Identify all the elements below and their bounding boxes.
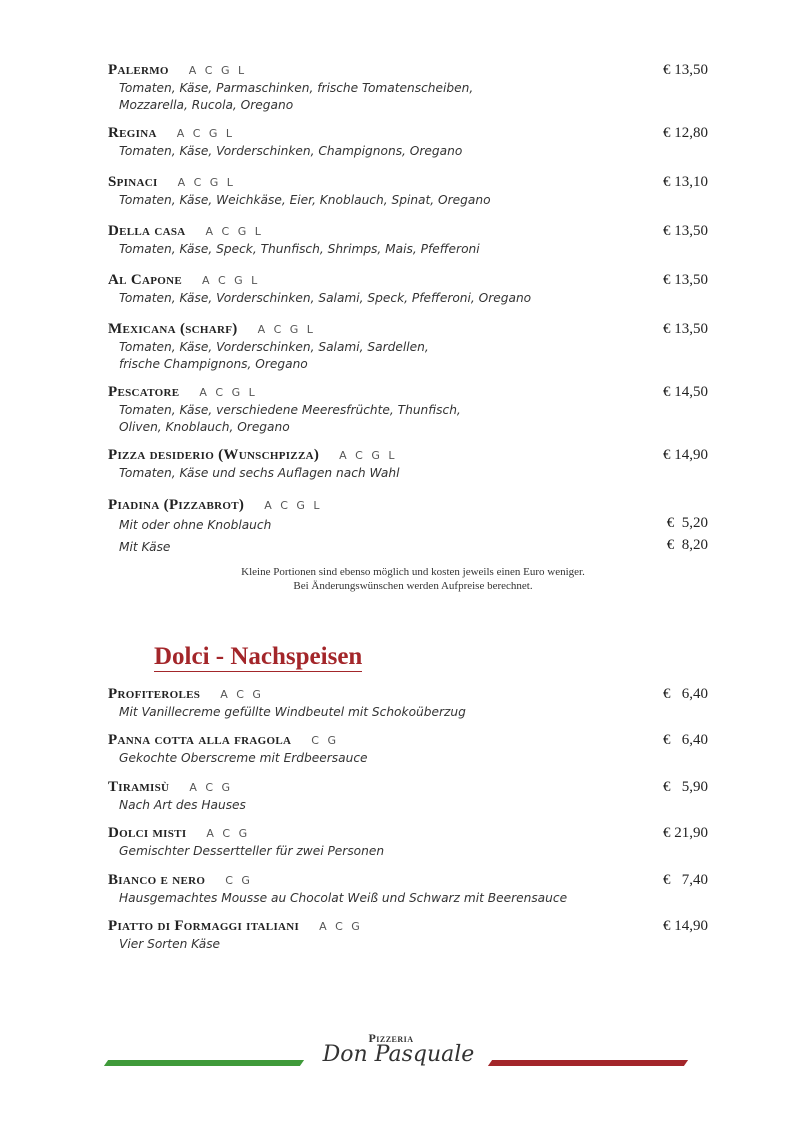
item-price: € 7,40 [663,872,708,888]
piadina-option [108,537,708,557]
menu-item-profiteroles [108,686,708,721]
item-price: € 13,10 [663,174,708,190]
item-allergens: C G [225,874,253,887]
menu-item-mexicana [108,321,708,373]
option-description: Mit oder ohne Knoblauch [119,518,272,532]
option-description: Mit Käse [119,540,171,554]
item-allergens: A C G L [176,127,235,140]
item-price: € 14,90 [663,918,708,934]
item-name: Profiteroles [108,686,201,702]
item-allergens: A C G L [257,323,316,336]
item-description: Oliven, Knoblauch, Oregano [119,420,290,434]
menu-item-palermo [108,62,708,114]
footer-pizzeria-label: Pizzeria [368,1031,414,1045]
item-allergens: A C G L [188,64,247,77]
item-name: Piatto di Formaggi italiani [108,918,300,934]
item-description: Tomaten, Käse, Parmaschinken, frische Tomatenscheiben, [119,81,474,95]
menu-item-bianco-e-nero [108,872,708,907]
section-title-dolci: Dolci - Nachspeisen [154,643,363,670]
item-price: € 14,90 [663,447,708,463]
item-price: € 6,40 [663,686,708,702]
item-description: Mozzarella, Rucola, Oregano [119,98,294,112]
item-name: Pescatore [108,384,180,400]
item-description: Tomaten, Käse, Weichkäse, Eier, Knoblauch, Spinat, Oregano [119,193,491,207]
item-allergens: A C G [206,827,250,840]
item-description: Tomaten, Käse und sechs Auflagen nach Wahl [119,466,400,480]
item-allergens: A C G L [177,176,236,189]
item-price: € 21,90 [663,825,708,841]
item-price: € 14,50 [663,384,708,400]
piadina-option [108,515,708,535]
item-description: Tomaten, Käse, Speck, Thunfisch, Shrimps, Mais, Pfefferoni [119,242,480,256]
footer-logo-text: Don Pasquale [322,1042,475,1067]
menu-item-della-casa [108,223,708,258]
item-name: Panna cotta alla fragola [108,732,292,748]
item-description: Tomaten, Käse, verschiedene Meeresfrüchte, Thunfisch, [119,403,461,417]
item-description: Tomaten, Käse, Vorderschinken, Salami, Speck, Pfefferoni, Oregano [119,291,532,305]
menu-item-dolci-misti [108,825,708,860]
menu-item-tiramisu [108,779,708,814]
item-name: Spinaci [108,174,158,190]
item-name: Mexicana (scharf) [108,321,238,337]
note-line: Kleine Portionen sind ebenso möglich und kosten jeweils einen Euro weniger. [241,566,585,578]
item-allergens: A C G L [339,449,397,462]
item-description: Vier Sorten Käse [119,937,221,951]
option-price: € 8,20 [666,537,708,553]
item-price: € 13,50 [663,223,708,239]
menu-item-al-capone [108,272,708,307]
item-description: Hausgemachtes Mousse au Chocolat Weiß und Schwarz mit Beerensauce [119,891,568,905]
menu-item-piatto-di-formaggi [108,918,708,953]
item-allergens: A C G L [264,499,323,512]
item-name: Palermo [108,62,169,78]
item-description: Nach Art des Hauses [119,798,246,812]
item-allergens: A C G L [201,274,260,287]
menu-item-panna-cotta [108,732,708,767]
portion-note [0,565,793,593]
item-allergens: A C G L [199,386,258,399]
menu-item-regina [108,125,708,160]
item-name: Pizza desiderio (Wunschpizza) [108,447,320,463]
item-name: Dolci misti [108,825,187,841]
item-name: Al Capone [108,272,182,288]
item-name: Piadina (Pizzabrot) [108,497,245,513]
item-description: Mit Vanillecreme gefüllte Windbeutel mit Schokoüberzug [119,705,466,719]
item-name: Regina [108,125,157,141]
item-allergens: C G [311,734,339,747]
item-allergens: A C G [189,781,233,794]
item-name: Tiramisù [108,779,170,795]
item-description: Tomaten, Käse, Vorderschinken, Salami, Sardellen, [119,340,429,354]
menu-item-pescatore [108,384,708,436]
menu-item-piadina [108,497,708,557]
option-price: € 5,20 [666,515,708,531]
item-price: € 12,80 [663,125,708,141]
item-description: frische Champignons, Oregano [119,357,308,371]
item-description: Gekochte Oberscreme mit Erdbeersauce [119,751,368,765]
item-price: € 13,50 [663,272,708,288]
item-allergens: A C G [319,920,363,933]
menu-item-spinaci [108,174,708,209]
item-name: Della casa [108,223,186,239]
item-allergens: A C G [220,688,264,701]
item-allergens: A C G L [205,225,264,238]
item-name: Bianco e nero [108,872,206,888]
menu-item-pizza-desiderio [108,447,708,482]
item-price: € 13,50 [663,321,708,337]
item-description: Gemischter Dessertteller für zwei Personen [119,844,385,858]
note-line: Bei Änderungswünschen werden Aufpreise berechnet. [293,580,533,592]
item-price: € 13,50 [663,62,708,78]
item-price: € 5,90 [663,779,708,795]
item-description: Tomaten, Käse, Vorderschinken, Champignons, Oregano [119,144,463,158]
item-price: € 6,40 [663,732,708,748]
